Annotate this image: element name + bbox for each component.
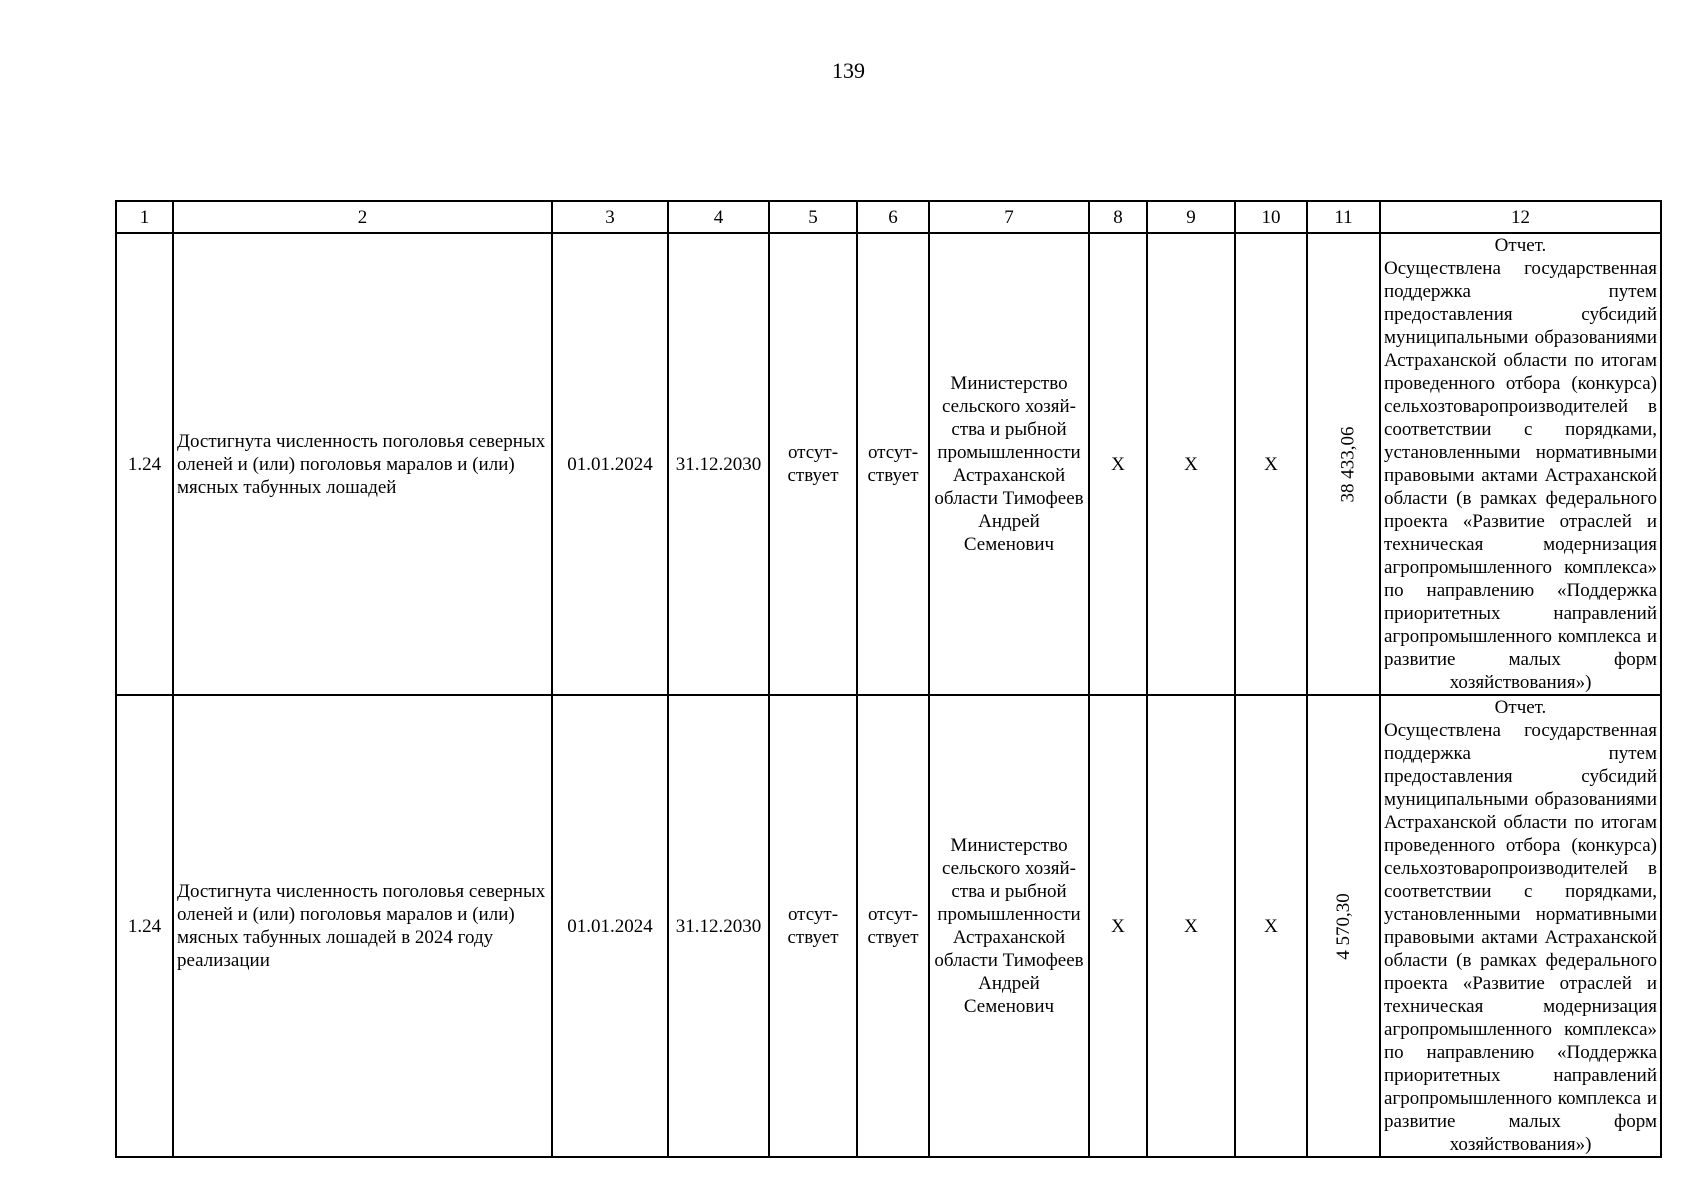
column-5-value: отсут-ствует	[769, 695, 857, 1157]
column-header: 12	[1380, 201, 1661, 233]
column-6-value: отсут-ствует	[857, 233, 929, 695]
responsible-executor: Министерство сельского хозяй-ства и рыбной промышленности Астраханской области Тимофеев Андрей Семенович	[929, 233, 1089, 695]
page-number: 139	[832, 58, 865, 83]
row-number: 1.24	[116, 233, 173, 695]
column-9-value: Х	[1147, 695, 1235, 1157]
event-name: Достигнута численность поголовья северных оленей и (или) поголовья маралов и (или) мясных табунных лошадей в 2024 году реализации	[173, 695, 552, 1157]
column-5-value: отсут-ствует	[769, 233, 857, 695]
column-header: 10	[1235, 201, 1307, 233]
amount-cell	[1307, 695, 1380, 1157]
end-date: 31.12.2030	[668, 695, 769, 1157]
column-10-value: Х	[1235, 233, 1307, 695]
end-date: 31.12.2030	[668, 233, 769, 695]
column-header: 11	[1307, 201, 1380, 233]
amount-value: 4 570,30	[1333, 892, 1354, 960]
column-header: 3	[552, 201, 668, 233]
row-number: 1.24	[116, 695, 173, 1157]
column-10-value: Х	[1235, 695, 1307, 1157]
event-name: Достигнута численность поголовья северных оленей и (или) поголовья маралов и (или) мясных табунных лошадей	[173, 233, 552, 695]
column-8-value: Х	[1089, 695, 1147, 1157]
table-row	[116, 695, 1661, 1157]
column-6-value: отсут-ствует	[857, 695, 929, 1157]
report-text: Осуществлена государственная поддержка путем предоставления субсидий муниципальными образованиями Астраханской области по итогам проведенного отбора (конкурса) сельхозтоваропроизводителей в соответствии с порядками, установленными нормативными правовыми актами Астраханской области (в рамках федерального проекта «Развитие отраслей и техническая модернизация агропромышленного комплекса» по направлению «Поддержка приоритетных направлений агропромышленного комплекса и развитие малых форм хозяйствования»)	[1384, 258, 1657, 693]
column-8-value: Х	[1089, 233, 1147, 695]
amount-value: 38 433,06	[1337, 426, 1359, 502]
start-date: 01.01.2024	[552, 233, 668, 695]
report-table	[115, 200, 1662, 1158]
table-header-row	[116, 201, 1661, 233]
report-cell	[1380, 233, 1661, 695]
report-cell	[1380, 695, 1661, 1157]
column-header: 6	[857, 201, 929, 233]
table-row	[116, 233, 1661, 695]
column-9-value: Х	[1147, 233, 1235, 695]
start-date: 01.01.2024	[552, 695, 668, 1157]
column-header: 9	[1147, 201, 1235, 233]
column-header: 8	[1089, 201, 1147, 233]
report-title: Отчет.	[1494, 235, 1547, 256]
column-header: 7	[929, 201, 1089, 233]
column-header: 1	[116, 201, 173, 233]
column-header: 5	[769, 201, 857, 233]
responsible-executor: Министерство сельского хозяй-ства и рыбной промышленности Астраханской области Тимофеев Андрей Семенович	[929, 695, 1089, 1157]
report-text: Осуществлена государственная поддержка путем предоставления субсидий муниципальными образованиями Астраханской области по итогам проведенного отбора (конкурса) сельхозтоваропроизводителей в соответствии с порядками, установленными нормативными правовыми актами Астраханской области (в рамках федерального проекта «Развитие отраслей и техническая модернизация агропромышленного комплекса» по направлению «Поддержка приоритетных направлений агропромышленного комплекса и развитие малых форм хозяйствования»)	[1384, 720, 1657, 1155]
column-header: 2	[173, 201, 552, 233]
amount-cell	[1307, 233, 1380, 695]
report-title: Отчет.	[1494, 697, 1547, 718]
column-header: 4	[668, 201, 769, 233]
